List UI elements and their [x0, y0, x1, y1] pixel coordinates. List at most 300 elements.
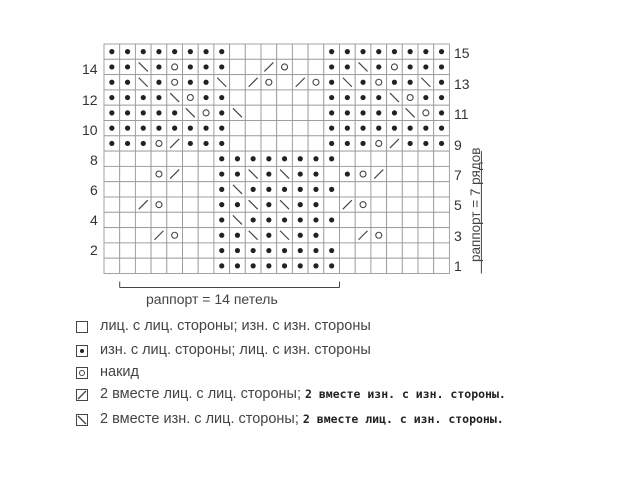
chart-cell [277, 44, 293, 59]
chart-cell [167, 243, 183, 258]
chart-cell [245, 136, 261, 151]
purl-dot [376, 110, 381, 115]
chart-cell [355, 151, 371, 166]
chart-cell [355, 197, 371, 212]
chart-cell [198, 197, 214, 212]
chart-cell [183, 212, 199, 227]
purl-dot [439, 141, 444, 146]
chart-cell [371, 258, 387, 273]
chart-cell [418, 212, 434, 227]
chart-cell [167, 151, 183, 166]
purl-dot [203, 126, 208, 131]
chart-cell [355, 258, 371, 273]
purl-dot [219, 156, 224, 161]
purl-dot [360, 49, 365, 54]
purl-dot [298, 263, 303, 268]
legend-item [72, 411, 632, 433]
chart-cell [371, 228, 387, 243]
purl-dot [172, 126, 177, 131]
purl-dot [329, 187, 334, 192]
chart-cell [387, 212, 403, 227]
chart-cell [167, 212, 183, 227]
chart-cell [402, 90, 418, 105]
purl-dot [141, 49, 146, 54]
purl-dot [282, 263, 287, 268]
chart-cell [261, 105, 277, 120]
chart-cell [183, 258, 199, 273]
chart-cell [120, 182, 136, 197]
chart-cell [387, 197, 403, 212]
purl-dot [298, 217, 303, 222]
chart-cell [151, 197, 167, 212]
chart-cell [277, 121, 293, 136]
chart-cell [355, 243, 371, 258]
purl-dot [125, 126, 130, 131]
purl-dot [329, 263, 334, 268]
chart-cell [245, 59, 261, 74]
purl-dot [203, 49, 208, 54]
chart-cell [340, 151, 356, 166]
chart-cell [135, 258, 151, 273]
purl-dot [188, 49, 193, 54]
purl-dot [282, 156, 287, 161]
legend-item [72, 386, 632, 408]
chart-cell [418, 228, 434, 243]
purl-dot [439, 110, 444, 115]
chart-cell [277, 105, 293, 120]
legend-text: 2 вместе лиц. с лиц. стороны; 2 вместе изн. с изн. стороны. [100, 386, 506, 402]
chart-cell [371, 136, 387, 151]
chart-cell [434, 197, 450, 212]
purl-dot [219, 95, 224, 100]
purl-dot [298, 202, 303, 207]
chart-cell [434, 166, 450, 181]
purl-dot [219, 49, 224, 54]
chart-cell [135, 243, 151, 258]
purl-dot [141, 95, 146, 100]
chart-cell [434, 212, 450, 227]
chart-cell [355, 212, 371, 227]
chart-cell [324, 228, 340, 243]
purl-dot [203, 141, 208, 146]
chart-cell [418, 197, 434, 212]
chart-cell [198, 212, 214, 227]
chart-cell [104, 197, 120, 212]
chart-cell [261, 121, 277, 136]
chart-cell [230, 59, 246, 74]
chart-cell [261, 90, 277, 105]
chart-cell [183, 90, 199, 105]
purl-dot [439, 64, 444, 69]
empty-square-icon [76, 321, 88, 333]
chart-cell [308, 75, 324, 90]
purl-dot [345, 126, 350, 131]
purl-dot [266, 156, 271, 161]
purl-dot [188, 126, 193, 131]
purl-dot [313, 156, 318, 161]
purl-dot [266, 233, 271, 238]
dot-square-icon [76, 345, 88, 357]
chart-cell [183, 182, 199, 197]
chart-cell [308, 105, 324, 120]
purl-dot [141, 126, 146, 131]
purl-dot [109, 64, 114, 69]
purl-dot [423, 141, 428, 146]
purl-dot [408, 64, 413, 69]
legend-text: изн. с лиц. стороны; лиц. с изн. стороны [100, 342, 371, 358]
chart-cell [292, 105, 308, 120]
chart-cell [135, 166, 151, 181]
chart-cell [277, 136, 293, 151]
purl-dot [345, 64, 350, 69]
purl-dot [329, 217, 334, 222]
purl-dot [219, 141, 224, 146]
purl-dot [251, 248, 256, 253]
purl-dot [376, 49, 381, 54]
chart-cell [183, 197, 199, 212]
purl-dot [109, 49, 114, 54]
purl-dot [439, 49, 444, 54]
chart-cell [151, 258, 167, 273]
chart-cell [340, 258, 356, 273]
chart-cell [308, 44, 324, 59]
chart-cell [308, 90, 324, 105]
chart-cell [120, 197, 136, 212]
chart-cell [230, 136, 246, 151]
purl-dot [313, 187, 318, 192]
chart-cell [261, 44, 277, 59]
purl-dot [439, 80, 444, 85]
legend-text: 2 вместе изн. с лиц. стороны; 2 вместе лиц. с изн. стороны. [100, 411, 504, 427]
chart-cell [434, 243, 450, 258]
chart-cell [135, 212, 151, 227]
purl-dot [219, 64, 224, 69]
chart-cell [245, 44, 261, 59]
purl-dot [360, 95, 365, 100]
purl-dot [298, 233, 303, 238]
chart-cell [371, 75, 387, 90]
chart-cell [387, 182, 403, 197]
purl-dot [266, 263, 271, 268]
chart-cell [387, 243, 403, 258]
chart-cell [167, 59, 183, 74]
purl-dot [109, 141, 114, 146]
chart-cell [167, 258, 183, 273]
chart-cell [402, 166, 418, 181]
chart-cell [230, 90, 246, 105]
circle-square-icon [76, 367, 88, 379]
purl-dot [360, 126, 365, 131]
chart-cell [371, 151, 387, 166]
purl-dot [219, 171, 224, 176]
purl-dot [109, 126, 114, 131]
left-row-number: 12 [82, 92, 98, 108]
chart-cell [120, 243, 136, 258]
left-row-number: 2 [90, 242, 98, 258]
right-row-number: 1 [454, 258, 462, 274]
purl-dot [329, 80, 334, 85]
chart-cell [245, 105, 261, 120]
chart-cell [308, 136, 324, 151]
chart-cell [402, 197, 418, 212]
chart-cell [418, 182, 434, 197]
chart-cell [120, 166, 136, 181]
purl-dot [219, 187, 224, 192]
purl-dot [392, 110, 397, 115]
purl-dot [156, 95, 161, 100]
purl-dot [235, 156, 240, 161]
chart-cell [120, 151, 136, 166]
stitch-repeat-label: раппорт = 14 петель [146, 291, 278, 307]
chart-cell [402, 228, 418, 243]
chart-cell [340, 182, 356, 197]
purl-dot [219, 233, 224, 238]
purl-dot [329, 141, 334, 146]
purl-dot [125, 80, 130, 85]
purl-dot [188, 64, 193, 69]
purl-dot [298, 156, 303, 161]
purl-dot [219, 263, 224, 268]
purl-dot [251, 217, 256, 222]
purl-dot [219, 202, 224, 207]
chart-cell [245, 121, 261, 136]
chart-cell [245, 90, 261, 105]
chart-cell [230, 44, 246, 59]
chart-cell [151, 151, 167, 166]
chart-cell [120, 258, 136, 273]
purl-dot [109, 80, 114, 85]
purl-dot [392, 126, 397, 131]
purl-dot [188, 80, 193, 85]
purl-dot [360, 141, 365, 146]
backslash-square-icon [76, 414, 88, 426]
purl-dot [219, 248, 224, 253]
chart-cell [198, 182, 214, 197]
chart-cell [183, 151, 199, 166]
chart-cell [324, 197, 340, 212]
chart-cell [135, 182, 151, 197]
purl-dot [376, 64, 381, 69]
purl-dot [423, 64, 428, 69]
chart-cell [167, 182, 183, 197]
chart-cell [371, 197, 387, 212]
purl-dot [313, 202, 318, 207]
purl-dot [282, 217, 287, 222]
chart-cell [402, 212, 418, 227]
right-row-number: 3 [454, 228, 462, 244]
chart-cell [151, 182, 167, 197]
purl-dot [360, 110, 365, 115]
chart-cell [355, 182, 371, 197]
purl-dot [313, 233, 318, 238]
purl-dot [282, 248, 287, 253]
purl-dot [329, 126, 334, 131]
chart-cell [308, 121, 324, 136]
chart-cell [198, 166, 214, 181]
purl-dot [439, 95, 444, 100]
slash-square-icon [76, 389, 88, 401]
purl-dot [408, 80, 413, 85]
purl-dot [392, 80, 397, 85]
chart-cell [308, 59, 324, 74]
chart-cell [292, 136, 308, 151]
chart-cell [198, 228, 214, 243]
purl-dot [156, 126, 161, 131]
chart-cell [371, 212, 387, 227]
purl-dot [235, 202, 240, 207]
legend-item [72, 318, 632, 340]
purl-dot [439, 126, 444, 131]
chart-cell [230, 75, 246, 90]
chart-cell [104, 212, 120, 227]
purl-dot [203, 80, 208, 85]
chart-cell [387, 166, 403, 181]
chart-cell [434, 258, 450, 273]
purl-dot [125, 95, 130, 100]
chart-cell [104, 258, 120, 273]
purl-dot [235, 263, 240, 268]
chart-cell [230, 121, 246, 136]
purl-dot [345, 141, 350, 146]
chart-cell [418, 166, 434, 181]
chart-cell [434, 182, 450, 197]
chart-cell [340, 243, 356, 258]
chart-cell [402, 151, 418, 166]
legend-item [72, 364, 632, 386]
purl-dot [203, 95, 208, 100]
purl-dot [345, 171, 350, 176]
chart-cell [198, 243, 214, 258]
purl-dot [235, 248, 240, 253]
chart-cell [355, 166, 371, 181]
chart-cell [104, 182, 120, 197]
purl-dot [408, 141, 413, 146]
purl-dot [313, 171, 318, 176]
purl-dot [266, 171, 271, 176]
purl-dot [219, 126, 224, 131]
purl-dot [298, 187, 303, 192]
left-row-number: 8 [90, 152, 98, 168]
chart-cell [120, 228, 136, 243]
chart-cell [387, 151, 403, 166]
chart-cell [167, 228, 183, 243]
chart-cell [151, 166, 167, 181]
purl-dot [423, 49, 428, 54]
chart-cell [151, 243, 167, 258]
purl-dot [298, 248, 303, 253]
chart-cell [292, 121, 308, 136]
chart-cell [135, 151, 151, 166]
purl-dot [266, 187, 271, 192]
chart-cell [371, 182, 387, 197]
legend-extra-text: 2 вместе лиц. с изн. стороны. [302, 412, 504, 426]
chart-cell [292, 44, 308, 59]
chart-cell [434, 151, 450, 166]
chart-cell [261, 136, 277, 151]
purl-dot [392, 49, 397, 54]
purl-dot [156, 64, 161, 69]
chart-cell [434, 228, 450, 243]
chart-cell [104, 243, 120, 258]
chart-cell [292, 90, 308, 105]
left-row-number: 10 [82, 122, 98, 138]
chart-cell [183, 243, 199, 258]
purl-dot [156, 110, 161, 115]
purl-dot [423, 95, 428, 100]
chart-cell [167, 75, 183, 90]
purl-dot [125, 49, 130, 54]
purl-dot [313, 248, 318, 253]
chart-cell [183, 166, 199, 181]
chart-cell [402, 258, 418, 273]
chart-cell [135, 228, 151, 243]
purl-dot [376, 126, 381, 131]
chart-cell [277, 90, 293, 105]
purl-dot [298, 171, 303, 176]
purl-dot [329, 64, 334, 69]
purl-dot [329, 156, 334, 161]
left-row-number: 6 [90, 182, 98, 198]
purl-dot [360, 80, 365, 85]
purl-dot [329, 95, 334, 100]
chart-cell [104, 151, 120, 166]
legend-extra-text: 2 вместе изн. с изн. стороны. [305, 387, 506, 401]
chart-cell [418, 105, 434, 120]
chart-cell [151, 212, 167, 227]
chart-cell [402, 182, 418, 197]
purl-dot [408, 126, 413, 131]
chart-cell [167, 197, 183, 212]
chart-cell [340, 228, 356, 243]
purl-dot [141, 110, 146, 115]
purl-dot [235, 233, 240, 238]
purl-dot [141, 141, 146, 146]
chart-cell [387, 258, 403, 273]
purl-dot [313, 263, 318, 268]
purl-dot [266, 217, 271, 222]
chart-cell [387, 228, 403, 243]
chart-cell [151, 136, 167, 151]
chart-cell [292, 59, 308, 74]
chart-cell [371, 243, 387, 258]
chart-cell [183, 228, 199, 243]
purl-dot [345, 110, 350, 115]
purl-dot [313, 217, 318, 222]
right-row-number: 5 [454, 197, 462, 213]
purl-dot [329, 248, 334, 253]
row-repeat-label: раппорт = 7 рядов [468, 147, 483, 262]
purl-dot [203, 64, 208, 69]
purl-dot [125, 110, 130, 115]
right-row-number: 15 [454, 45, 470, 61]
left-row-number: 4 [90, 212, 98, 228]
chart-cell [104, 166, 120, 181]
purl-dot [125, 141, 130, 146]
purl-dot [109, 95, 114, 100]
purl-dot [219, 110, 224, 115]
purl-dot [109, 110, 114, 115]
purl-dot [219, 217, 224, 222]
chart-cell [418, 258, 434, 273]
right-row-number: 7 [454, 167, 462, 183]
purl-dot [266, 202, 271, 207]
purl-dot [329, 110, 334, 115]
chart-cell [340, 212, 356, 227]
purl-dot [282, 187, 287, 192]
right-row-number: 9 [454, 137, 462, 153]
right-row-number: 13 [454, 76, 470, 92]
chart-cell [277, 59, 293, 74]
